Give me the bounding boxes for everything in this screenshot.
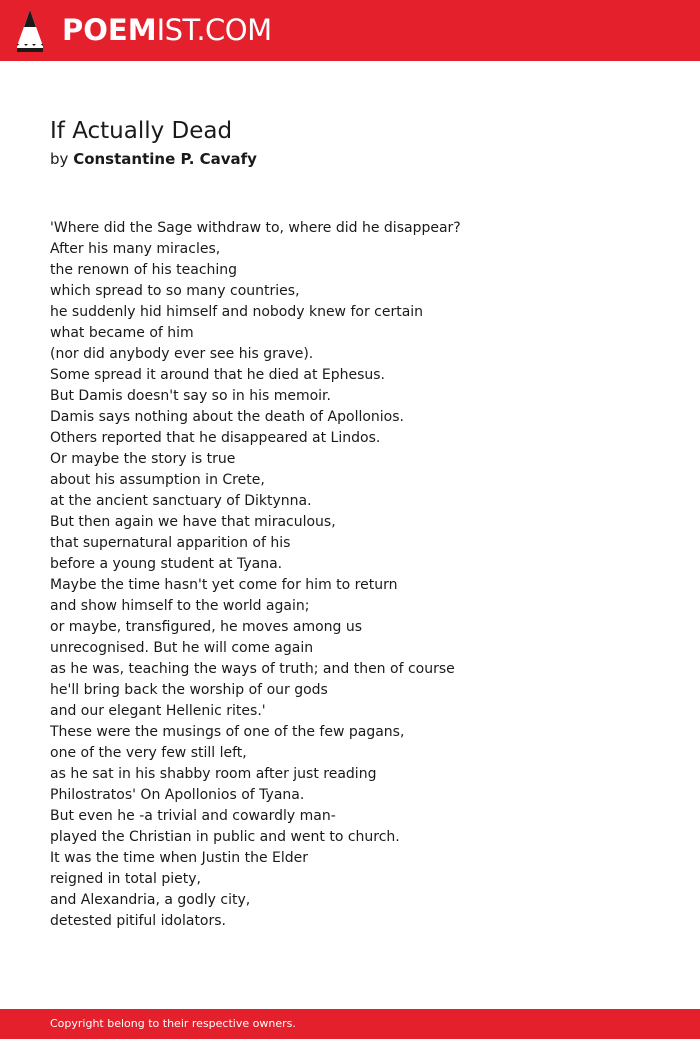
poem-line: before a young student at Tyana.: [50, 556, 283, 572]
site-footer: [0, 1009, 700, 1039]
poem-line: one of the very few still left,: [50, 745, 247, 761]
poem-line: as he sat in his shabby room after just reading: [50, 766, 377, 782]
poem-line: or maybe, transfigured, he moves among us: [50, 619, 363, 635]
poem-line: at the ancient sanctuary of Diktynna.: [50, 493, 312, 509]
poem-body: [50, 218, 650, 932]
poem-line: (nor did anybody ever see his grave).: [50, 346, 314, 362]
poem-line: Or maybe the story is true: [50, 451, 236, 467]
poem-line: 'Where did the Sage withdraw to, where did he disappear?: [50, 220, 461, 236]
site-header: [0, 0, 700, 61]
poem-line: But Damis doesn't say so in his memoir.: [50, 388, 331, 404]
poem-title: If Actually Dead: [50, 118, 233, 144]
poem-line: the renown of his teaching: [50, 262, 238, 278]
copyright-text: Copyright belong to their respective owners.: [50, 1017, 296, 1030]
poem-line: Others reported that he disappeared at Lindos.: [50, 430, 381, 446]
poem-line: what became of him: [50, 325, 194, 341]
poem-line: reigned in total piety,: [50, 871, 201, 887]
poem-line: After his many miracles,: [50, 241, 221, 257]
poem-line: Maybe the time hasn't yet come for him to return: [50, 577, 398, 593]
by-label: by: [50, 150, 69, 168]
poem-line: But then again we have that miraculous,: [50, 514, 336, 530]
poem-line: and show himself to the world again;: [50, 598, 310, 614]
poem-line: Some spread it around that he died at Ephesus.: [50, 367, 386, 383]
poem-line: that supernatural apparition of his: [50, 535, 291, 551]
poem-line: But even he -a trivial and cowardly man-: [50, 808, 336, 824]
poem-line: and our elegant Hellenic rites.': [50, 703, 266, 719]
poem-line: which spread to so many countries,: [50, 283, 300, 299]
poem-line: as he was, teaching the ways of truth; and then of course: [50, 661, 455, 677]
poem-line: These were the musings of one of the few pagans,: [50, 724, 405, 740]
poem-line: It was the time when Justin the Elder: [50, 850, 309, 866]
poem-line: he suddenly hid himself and nobody knew for certain: [50, 304, 424, 320]
site-logo[interactable]: [62, 12, 272, 48]
pencil-icon[interactable]: [17, 10, 43, 52]
poem-line: unrecognised. But he will come again: [50, 640, 314, 656]
logo-light-text: IST.COM: [156, 13, 272, 47]
poem-line: about his assumption in Crete,: [50, 472, 265, 488]
poem-line: played the Christian in public and went to church.: [50, 829, 400, 845]
logo-bold-text: POEM: [62, 13, 157, 47]
poem-line: and Alexandria, a godly city,: [50, 892, 251, 908]
byline: [50, 148, 257, 170]
poem-line: detested pitiful idolators.: [50, 913, 226, 929]
poem-line: Philostratos' On Apollonios of Tyana.: [50, 787, 305, 803]
poem-line: Damis says nothing about the death of Apollonios.: [50, 409, 404, 425]
poem-line: he'll bring back the worship of our gods: [50, 682, 328, 698]
author-name: Constantine P. Cavafy: [73, 150, 257, 168]
